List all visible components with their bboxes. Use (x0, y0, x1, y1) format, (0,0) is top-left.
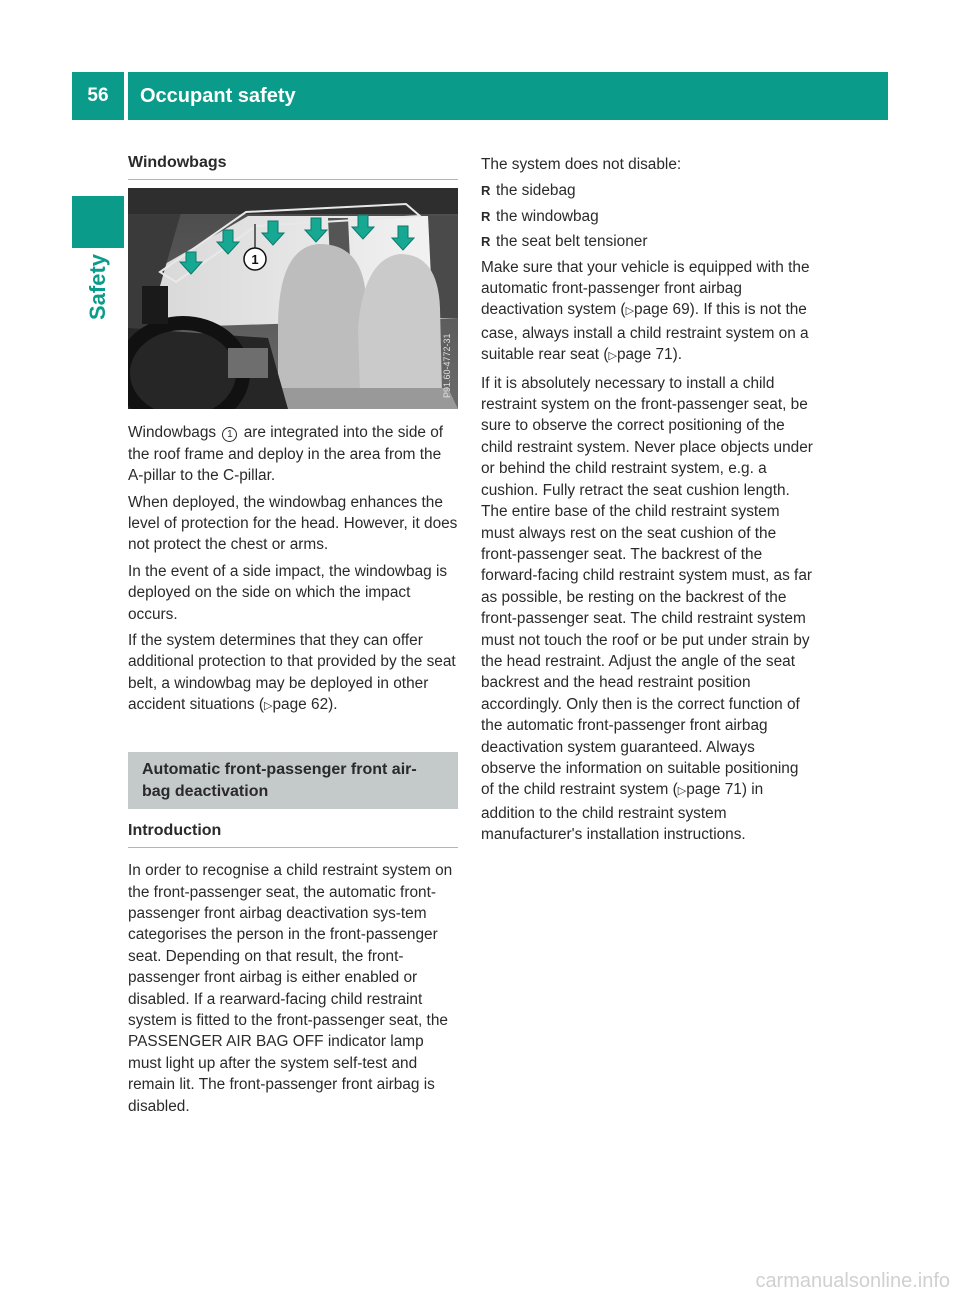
introduction-text: In order to recognise a child restraint system on the front-passenger seat, the automatic front-passenger front airbag deactivation sys-tem categorises the person in the front-passenger seat. Depending on that result, the front-passenger front airbag is either enabled or disabled. If a rearward-facing child restraint system is fitted to the front-passenger seat, the PASSENGER AIR BAG OFF indicator lamp must light up after the system self-test and remain lit. The front-passenger front airbag is disabled. (128, 862, 453, 1115)
list-item: R the sidebag (481, 180, 813, 201)
windowbags-heading: Windowbags (128, 152, 458, 180)
bullet-mark: R (481, 208, 491, 224)
bullet-mark: R (481, 234, 491, 250)
bullet-mark: R (481, 183, 491, 199)
page-ref-arrow-icon: ▷ (625, 305, 635, 318)
section-tab-marker (72, 196, 124, 248)
page-number: 56 (72, 72, 124, 120)
equipment-para: Make sure that your vehicle is equipped with the automatic front-passenger front airbag deactivation system (▷page 69). If this is not the case, always install a child restraint system on a suitable rear seat (▷page 71). (481, 258, 810, 364)
watermark: carmanualsonline.info (755, 1270, 950, 1292)
page-ref-arrow-icon: ▷ (677, 785, 687, 798)
does-not-disable-lead: The system does not disable: (481, 156, 682, 173)
not-disabled-list (481, 180, 813, 252)
page-ref-link[interactable]: page 71 (686, 781, 742, 799)
figure-callout: 1 (251, 252, 259, 268)
left-column (128, 152, 458, 1122)
page-ref-link[interactable]: page 62 (272, 696, 329, 714)
windowbags-para-3: In the event of a side impact, the windowbag is deployed on the side on which the impact occurs. (128, 562, 448, 623)
page-ref-arrow-icon: ▷ (264, 700, 273, 713)
right-column (481, 154, 813, 851)
windowbags-para-4: If the system determines that they can offer additional protection to that provided by the seat belt, a windowbag may be deployed in other accident situations (▷page 62). (128, 632, 456, 714)
section-tab (75, 252, 121, 322)
page-ref-link[interactable]: page 71 (616, 346, 673, 364)
positioning-para: If it is absolutely necessary to install a child restraint system on the front-passenger seat, be sure to observe the correct positioning of the child restraint system. Never place objects under or behind the child restraint system, e.g. a cushion. Fully retract the seat cushion length. The entire base of the child restraint system must always rest on the seat cushion of the front-passenger seat. The backrest of the forward-facing child restraint system must, as far as possible, be resting on the backrest of the front-passenger seat. The child restraint system must not touch the roof or be put under strain by the head restraint. Adjust the angle of the seat backrest and the head restraint position accordingly. Only then is the correct function of the automatic front-passenger front airbag deactivation system guaranteed. Always observe the information on suitable positioning of the child restraint system (▷page 71) in addition to the child restraint system manufacturer's installation instructions. (481, 374, 813, 844)
introduction-heading: Introduction (128, 820, 458, 848)
windowbag-illustration (128, 188, 458, 409)
chapter-title: Occupant safety (128, 72, 888, 120)
figure-code: P91.60-4772-31 (442, 333, 452, 399)
windowbags-para-2: When deployed, the windowbag enhances the level of protection for the head. However, it does not protect the chest or arms. (128, 493, 458, 554)
section-heading: Automatic front-passenger front air-bag deactivation (128, 752, 458, 809)
list-item: R the windowbag (481, 206, 813, 227)
windowbags-para-1: Windowbags 1 are integrated into the side of the roof frame and deploy in the area from the A-pillar to the C-pillar. (128, 424, 444, 485)
page-ref-arrow-icon: ▷ (608, 350, 617, 363)
callout-1-icon: 1 (222, 427, 237, 442)
page-ref-link[interactable]: page 69 (634, 301, 690, 319)
section-tab-label: Safety (85, 253, 110, 321)
list-item: R the seat belt tensioner (481, 231, 813, 252)
